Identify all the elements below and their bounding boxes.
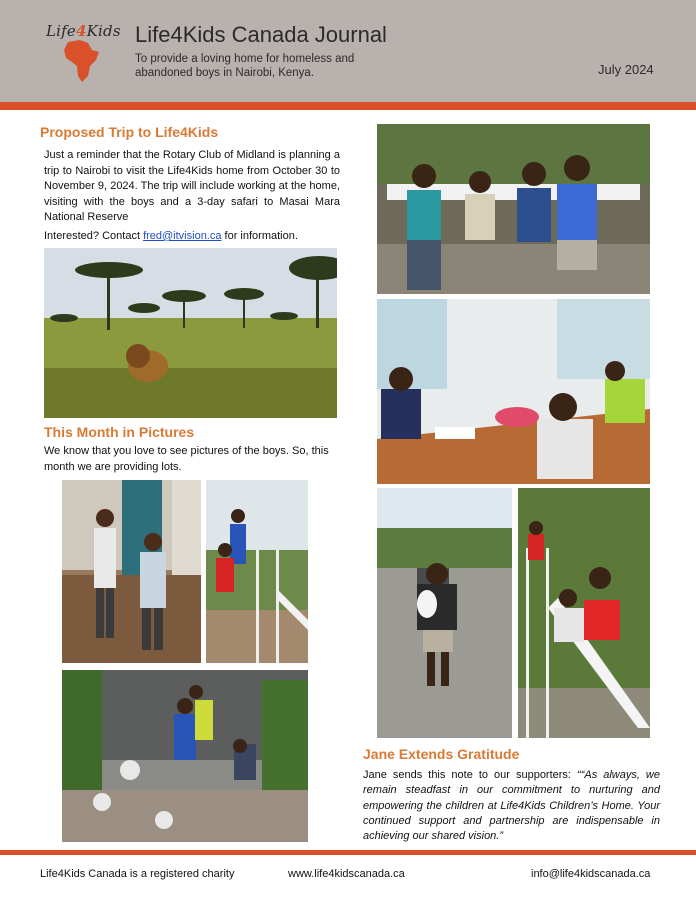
trip-contact-line — [44, 229, 340, 245]
africa-map-icon — [62, 38, 102, 84]
contact-email-link[interactable]: fred@itvision.ca — [143, 230, 222, 242]
website-link[interactable]: www.life4kidscanada.ca — [288, 868, 405, 880]
contact-email-footer[interactable]: info@life4kidscanada.ca — [531, 868, 651, 880]
footer-accent-rule — [0, 850, 696, 855]
contact-prefix: Interested? Contact — [44, 230, 144, 242]
charity-statement: Life4Kids Canada is a registered charity — [40, 868, 235, 880]
header-accent-rule — [0, 102, 696, 110]
logo-wordmark: Life4Kids — [46, 22, 121, 40]
boys-on-slide-photo — [518, 488, 650, 738]
gratitude-intro: Jane sends this note to our supporters: — [363, 769, 578, 781]
journal-title: Life4Kids Canada Journal — [135, 22, 387, 47]
trip-body: Just a reminder that the Rotary Club of Midland is planning a trip to Nairobi to visit the Life4Kids home from October 30 to November 9, 2024. The trip will include working at the home, visiting with the boys and a 3-day safari to Masai Mara National Reserve — [44, 149, 340, 223]
gratitude-heading: Jane Extends Gratitude — [363, 746, 520, 762]
journal-tagline: To provide a loving home for homeless and abandoned boys in Nairobi, Kenya. — [135, 53, 355, 79]
playground-slide-photo — [206, 480, 308, 663]
pictures-body: We know that you love to see pictures of the boys. So, this month we are providing lots. — [44, 445, 329, 473]
issue-date: July 2024 — [598, 62, 654, 77]
boys-gardening-photo — [62, 670, 308, 842]
gratitude-note — [363, 768, 660, 844]
safari-lion-photo — [44, 248, 337, 418]
contact-suffix: for information. — [221, 230, 298, 242]
boys-with-plants-photo — [62, 480, 201, 663]
boys-on-bench-photo — [377, 124, 650, 294]
life4kids-logo — [40, 14, 124, 80]
boy-with-chicken-photo — [377, 488, 512, 738]
gratitude-quote: ““As always, we remain steadfast in our commitment to nurturing and empowering the children at Life4Kids Children’s Home. Your continued support and partnership are indispensable in achieving our shared vision.” — [363, 769, 660, 843]
boys-drawing-at-table-photo — [377, 299, 650, 484]
trip-heading: Proposed Trip to Life4Kids — [40, 124, 219, 140]
pictures-heading: This Month in Pictures — [44, 424, 195, 440]
